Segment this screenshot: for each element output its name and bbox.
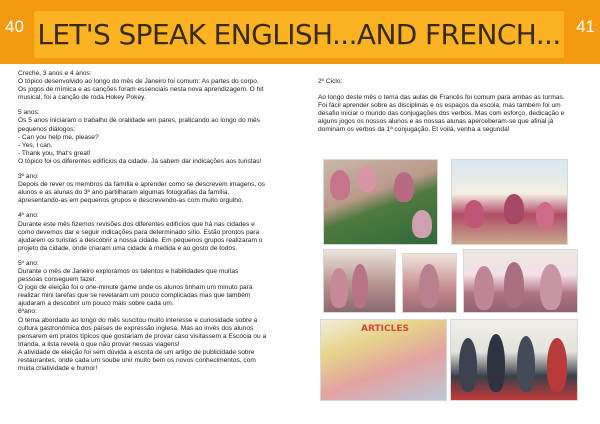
text-line: musical, foi a canção de roda Hokey Pokey. bbox=[18, 94, 146, 102]
section-heading-6-ano: 6ºano: bbox=[18, 308, 37, 316]
text-line: restaurantes, onde cada um soube unir muito bem os novos conhecimentos, com bbox=[18, 357, 256, 364]
text-line: - Yes, I can. bbox=[18, 141, 53, 149]
page-title: LET'S SPEAK ENGLISH...AND FRENCH... bbox=[37, 18, 561, 51]
poster-title: ARTICLES bbox=[361, 324, 409, 334]
text-line: Depois de rever os membros da família e aprender como se descrevem imagens, os bbox=[18, 181, 266, 189]
text-line: ajudarem os turistas a descobrir a nossa cidade. Em pequenos grupos realizaram o bbox=[18, 236, 263, 244]
text-line: A atividade de eleição foi sem dúvida a escrita de um artigo de publicidade sobre bbox=[18, 348, 255, 356]
text-line: cultura gastronómica dos países de expressão inglesa. Mas ao invés dos alunos bbox=[18, 324, 254, 332]
text-line: O tópico desenvolvido ao longo do mês de Janeiro foi comum: As partes do corpo. bbox=[18, 78, 259, 86]
section-heading: Creche, 3 anos e 4 anos: bbox=[18, 70, 92, 77]
text-line: pequenos diálogos: bbox=[18, 125, 76, 133]
text-line: desafio iniciar o mundo das conjugações dos verbos. Mas com esforço, dedicação e bbox=[318, 110, 565, 118]
page-number-left: 40 bbox=[5, 17, 24, 36]
section-heading: 3º ano: bbox=[18, 173, 39, 181]
text-line: como devemos dar e seguir indicações para determinado sítio. Estão prontos para bbox=[18, 228, 260, 236]
section-4-ano bbox=[18, 212, 288, 252]
section-3-ano bbox=[18, 173, 288, 205]
photo-children-floor-activity bbox=[323, 159, 438, 245]
text-line: Durante este mês fizemos revisões dos diferentes edifícios que há nas cidades e bbox=[18, 220, 255, 228]
text-line: Irlanda, a lista revela o que não provar nessas viagens! bbox=[18, 340, 180, 348]
text-line: apresentando-as em pequenos grupos e descrevendo-as com muito orgulho. bbox=[18, 197, 244, 205]
right-text-column bbox=[318, 78, 584, 142]
text-line: Os 5 anos iniciaram o trabalho de oralidade em pares, praticando ao longo do mês bbox=[18, 117, 260, 125]
text-line: Durante o mês de Janeiro explorámos os talentos e habilidades que muitas bbox=[18, 267, 239, 275]
text-line: dominam os verbos da 1ª conjugação. Et voilà, venha a segunda! bbox=[318, 126, 510, 134]
text-line: projeto da cidade, onde criaram uma cidade à medida e ao gosto de todos. bbox=[18, 244, 238, 252]
text-line: pessoas conseguem fazer. bbox=[18, 276, 97, 284]
photo-student-poster bbox=[402, 253, 457, 313]
section-5-ano bbox=[18, 260, 288, 373]
section-creche bbox=[18, 70, 288, 102]
section-5-anos bbox=[18, 109, 288, 166]
text-line: muita criatividade e humor! bbox=[18, 365, 98, 373]
photo-classroom-desks bbox=[451, 159, 568, 245]
section-heading: 2º Ciclo: bbox=[318, 78, 343, 85]
section-heading: 5 anos: bbox=[18, 109, 40, 117]
left-text-column bbox=[18, 70, 288, 380]
text-line: alunos e as alunas do 3º ano partilharam algumas fotografias da família, bbox=[18, 189, 230, 197]
text-line: pensarem em pratos típicos que gostariam de provar caso visitassem a Escócia ou a bbox=[18, 332, 267, 340]
text-line: Ao longo deste mês o tema das aulas de Francês foi comum para ambas as turmas. bbox=[318, 94, 565, 102]
photo-students-worksheet bbox=[323, 249, 396, 313]
photo-articles-poster bbox=[320, 319, 447, 401]
text-line: Foi fácil aprender sobre as disciplinas e os espaços da escola, mas também foi um bbox=[318, 102, 561, 110]
text-line: ajudaram a descobrir um pouco mais sobre cada um. bbox=[18, 300, 174, 308]
section-heading: 4º ano: bbox=[18, 212, 39, 220]
photo-students-line bbox=[450, 319, 578, 401]
text-line: realizar mini tarefas que se revelaram um pouco complicadas mas que também bbox=[18, 292, 251, 300]
photo-students-presentation bbox=[463, 249, 578, 313]
text-line: alguns jogos os nossos alunos e as nossas alunas aperceberam-se que afinal já bbox=[318, 118, 554, 126]
text-line: - Can you help me, please? bbox=[18, 133, 99, 141]
text-line: O tópico foi os diferentes edifícios da cidade. Já sabem dar indicações aos turistas! bbox=[18, 157, 262, 165]
spacer bbox=[318, 86, 584, 94]
text-line: O tema abordado ao longo do mês suscitou muito interesse e curiosidade sobre a bbox=[18, 316, 258, 324]
section-heading: 5º ano: bbox=[18, 259, 39, 267]
text-line: - Thank you, that's great! bbox=[18, 149, 91, 157]
text-line: O jogo de eleição foi o one-minute game onde os alunos tinham um minuto para bbox=[18, 284, 253, 292]
page-number-right: 41 bbox=[576, 17, 595, 36]
section-2-ciclo bbox=[318, 78, 584, 135]
text-line: Os jogos de mímica e as canções foram essenciais nesta nova aprendizagem. O hit bbox=[18, 86, 264, 94]
